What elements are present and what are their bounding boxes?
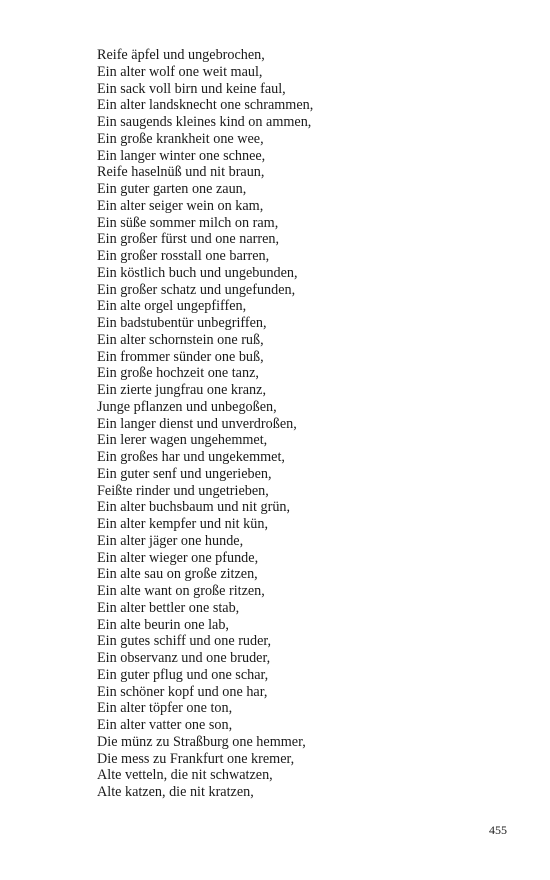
poem-line: Ein große krankheit one wee, (97, 130, 264, 147)
poem-line: Ein süße sommer milch on ram, (97, 214, 279, 231)
poem-line: Ein sack voll birn und keine faul, (97, 80, 286, 97)
poem-line: Ein guter garten one zaun, (97, 181, 247, 197)
poem-line: Ein alter seiger wein on kam, (97, 197, 264, 214)
poem-line: Die münz zu Straßburg one hemmer, (97, 733, 306, 750)
poem-line: Ein guter senf und ungerieben, (97, 465, 272, 482)
poem-line: Ein großer rosstall one barren, (97, 248, 270, 264)
poem-line: Ein schöner kopf und one har, (97, 683, 268, 700)
poem-line: Feißte rinder und ungetrieben, (97, 482, 269, 499)
poem-line: Ein alte sau on große zitzen, (97, 566, 258, 583)
poem-line: Ein alte want on große ritzen, (97, 583, 265, 599)
poem-line: Reife haselnüß und nit braun, (97, 164, 265, 181)
poem-line: Ein gutes schiff und one ruder, (97, 633, 272, 650)
poem-line: Die mess zu Frankfurt one kremer, (97, 750, 295, 767)
poem-line: Reife äpfel und ungebrochen, (97, 47, 265, 63)
poem-line: Ein alter buchsbaum und nit grün, (97, 499, 291, 516)
poem-line: Alte vetteln, die nit schwatzen, (97, 767, 273, 784)
poem-line: Ein alte beurin one lab, (97, 616, 229, 633)
poem-text (97, 47, 313, 801)
poem-line: Ein badstubentür unbegriffen, (97, 315, 267, 331)
poem-line: Ein langer dienst und unverdroßen, (97, 415, 297, 432)
poem-line: Ein großes har und ungekemmet, (97, 449, 285, 465)
poem-line: Ein alter bettler one stab, (97, 599, 240, 616)
poem-line: Ein große hochzeit one tanz, (97, 365, 259, 382)
poem-line: Ein alter schornstein one ruß, (97, 331, 264, 348)
poem-line: Ein lerer wagen ungehemmet, (97, 432, 268, 449)
poem-line: Ein observanz und one bruder, (97, 650, 271, 666)
poem-line: Ein großer fürst und one narren, (97, 231, 280, 248)
poem-line: Ein zierte jungfrau one kranz, (97, 382, 266, 398)
poem-line: Ein alte orgel ungepfiffen, (97, 298, 247, 315)
poem-line: Ein alter landsknecht one schrammen, (97, 97, 314, 114)
poem-line: Ein alter kempfer und nit kün, (97, 516, 268, 532)
poem-line: Ein alter wieger one pfunde, (97, 549, 259, 566)
poem-line: Alte katzen, die nit kratzen, (97, 784, 254, 800)
poem-line: Ein alter töpfer one ton, (97, 700, 233, 717)
poem-line: Ein alter vatter one son, (97, 717, 233, 733)
poem-line: Ein frommer sünder one buß, (97, 348, 264, 365)
poem-line: Ein saugends kleines kind on ammen, (97, 114, 312, 130)
poem-line: Ein alter jäger one hunde, (97, 532, 244, 549)
poem-line: Ein köstlich buch und ungebunden, (97, 264, 298, 281)
poem-line: Ein langer winter one schnee, (97, 147, 266, 164)
page-number: 455 (489, 823, 507, 837)
poem-line: Junge pflanzen und unbegoßen, (97, 398, 277, 415)
poem-line: Ein alter wolf one weit maul, (97, 63, 263, 80)
poem-line: Ein großer schatz und ungefunden, (97, 281, 296, 298)
poem-line: Ein guter pflug und one schar, (97, 666, 269, 683)
